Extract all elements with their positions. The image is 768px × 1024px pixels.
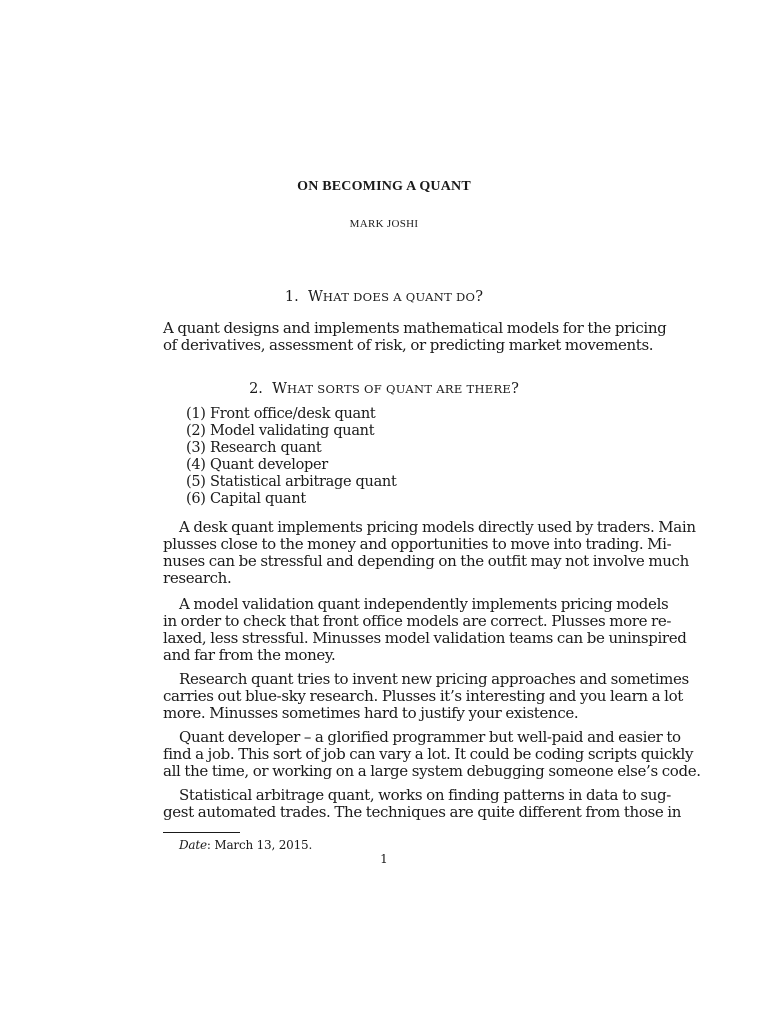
section-heading-text: HAT DOES A QUANT DO (322, 290, 476, 304)
section-number: 1. (284, 289, 299, 305)
paragraph-desk-quant (163, 518, 696, 587)
paragraph-line: gest automated trades. The techniques are quite different from those in (163, 803, 682, 821)
list-item-number: (1) (186, 406, 206, 422)
section-heading-end: ? (511, 381, 519, 397)
paragraph-line: nuses can be stressful and depending on the outfit may not involve much (163, 552, 689, 570)
section-heading-text: HAT SORTS OF QUANT ARE THERE (287, 382, 512, 396)
paragraph-line: plusses close to the money and opportunities to move into trading. Mi- (163, 535, 672, 553)
paragraph-line: and far from the money. (163, 646, 336, 664)
paragraph-line: in order to check that front office models are correct. Plusses more re- (163, 612, 672, 630)
paragraph-line: find a job. This sort of job can vary a lot. It could be coding scripts quickly (163, 745, 694, 763)
list-item (186, 406, 397, 423)
list-item-number: (6) (186, 491, 206, 507)
list-item-label: Quant developer (210, 457, 328, 473)
section-heading-initial: W (307, 289, 323, 305)
list-item (186, 423, 397, 440)
paragraph-research-quant (163, 670, 689, 722)
paragraph-line: carries out blue-sky research. Plusses it’s interesting and you learn a lot (163, 687, 683, 705)
list-item-label: Model validating quant (210, 423, 375, 439)
section-heading-end: ? (475, 289, 484, 305)
section-number: 2. (249, 381, 263, 397)
list-item-number: (4) (186, 457, 206, 473)
quant-types-list (186, 406, 397, 508)
paragraph-line: Statistical arbitrage quant, works on finding patterns in data to sug- (179, 786, 671, 804)
list-item-number: (2) (186, 423, 206, 439)
list-item (186, 457, 397, 474)
footnote-rule (163, 832, 240, 833)
paragraph-line: A desk quant implements pricing models directly used by traders. Main (179, 518, 696, 536)
section-heading-initial: W (272, 381, 288, 397)
footnote-text: : March 13, 2015. (206, 838, 313, 852)
paragraph-line: all the time, or working on a large system debugging someone else’s code. (163, 762, 701, 780)
footnote-label: Date (179, 838, 207, 852)
footnote-date (179, 838, 312, 852)
list-item-label: Capital quant (210, 491, 306, 507)
list-item-label: Front office/desk quant (210, 406, 376, 422)
paragraph-line: A quant designs and implements mathematical models for the pricing (163, 319, 667, 337)
section-heading-2 (0, 381, 768, 397)
paragraph-line: of derivatives, assessment of risk, or predicting market movements. (163, 336, 654, 354)
paragraph-line: A model validation quant independently implements pricing models (179, 595, 669, 613)
list-item-label: Statistical arbitrage quant (210, 474, 397, 490)
list-item-number: (5) (186, 474, 206, 490)
paper-author: MARK JOSHI (349, 218, 419, 230)
list-item-number: (3) (186, 440, 206, 456)
list-item-label: Research quant (210, 440, 322, 456)
paragraph-stat-arb (163, 786, 682, 821)
list-item (186, 440, 397, 457)
paragraph-line: laxed, less stressful. Minusses model validation teams can be uninspired (163, 629, 687, 647)
section-heading-1 (0, 289, 768, 305)
paragraph-model-validation (163, 595, 687, 664)
list-item (186, 474, 397, 491)
paragraph-definition (163, 319, 667, 354)
page-number: 1 (380, 852, 388, 866)
paragraph-quant-developer (163, 728, 701, 780)
paragraph-line: more. Minusses sometimes hard to justify your existence. (163, 704, 579, 722)
list-item (186, 491, 397, 508)
paragraph-line: Quant developer – a glorified programmer but well-paid and easier to (179, 728, 681, 746)
paragraph-line: Research quant tries to invent new pricing approaches and sometimes (179, 670, 689, 688)
paragraph-line: research. (163, 569, 232, 587)
paper-title: ON BECOMING A QUANT (297, 179, 471, 194)
